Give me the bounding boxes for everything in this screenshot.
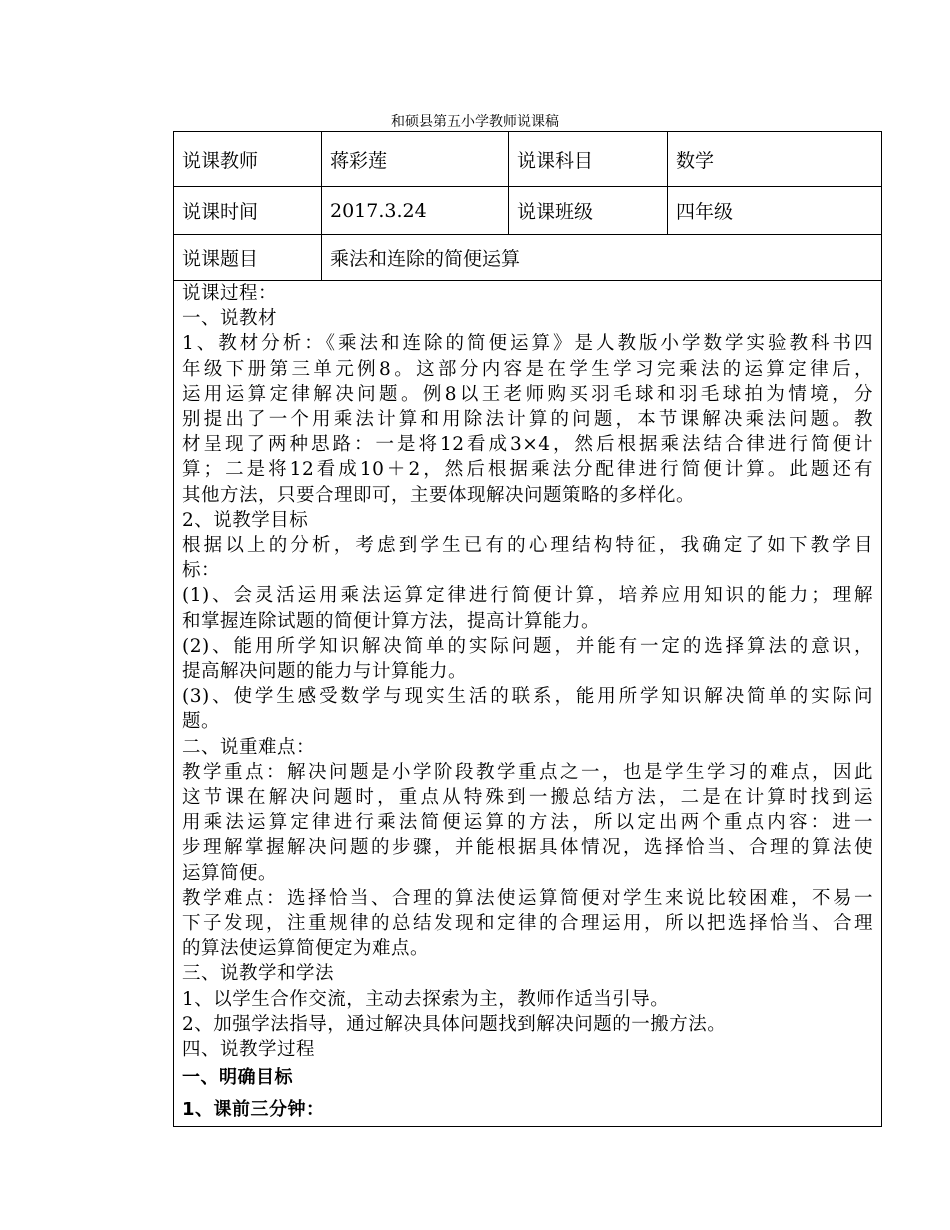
time-value: 2017.3.24	[322, 187, 509, 235]
subject-label: 说课科目	[509, 132, 668, 187]
section-heading: 2、说教学目标	[182, 509, 309, 531]
process-line: (3)、使学生感受数学与现实生活的联系，能用所学知识解决简单的实际问	[182, 686, 873, 708]
process-line: (1)、会灵活运用乘法运算定律进行简便计算，培养应用知识的能力；理解	[182, 585, 873, 607]
process-line: 的算法使运算简便定为难点。	[182, 938, 430, 960]
topic-value: 乘法和连除的简便运算	[322, 235, 882, 281]
table-row	[174, 235, 882, 281]
section-heading: 四、说教学过程	[182, 1039, 316, 1061]
teacher-value: 蒋彩莲	[322, 132, 509, 187]
process-line: 用乘法运算定律进行乘法简便运算的方法，所以定出两个重点内容：进一	[182, 812, 873, 834]
teacher-label: 说课教师	[174, 132, 322, 187]
process-line: 别提出了一个用乘法计算和用除法计算的问题，本节课解决乘法问题。教	[182, 409, 873, 431]
process-line: (2)、能用所学知识解决简单的实际问题，并能有一定的选择算法的意识，	[182, 635, 873, 657]
class-value: 四年级	[668, 187, 882, 235]
process-line: 步理解掌握解决问题的步骤，并能根据具体情况，选择恰当、合理的算法使	[182, 837, 873, 859]
process-line: 这节课在解决问题时，重点从特殊到一搬总结方法，二是在计算时找到运	[182, 787, 873, 809]
table-row	[174, 281, 882, 1127]
process-line: 年级下册第三单元例8。这部分内容是在学生学习完乘法的运算定律后，	[182, 358, 873, 380]
process-line: 和掌握连除试题的简便计算方法，提高计算能力。	[182, 610, 601, 632]
process-line: 其他方法，只要合理即可，主要体现解决问题策略的多样化。	[182, 484, 696, 506]
process-line: 教学难点：选择恰当、合理的算法使运算简便对学生来说比较困难，不易一	[182, 887, 873, 909]
lesson-process-content	[174, 281, 882, 1127]
process-line: 提高解决问题的能力与计算能力。	[182, 661, 468, 683]
lesson-info-table	[173, 131, 882, 1127]
process-line: 根据以上的分析，考虑到学生已有的心理结构特征，我确定了如下教学目	[182, 535, 873, 557]
process-line: 说课过程：	[182, 283, 278, 304]
process-line: 下子发现，注重规律的总结发现和定律的合理运用，所以把选择恰当、合理	[182, 913, 873, 935]
process-line: 2、加强学法指导，通过解决具体问题找到解决问题的一搬方法。	[182, 1013, 727, 1035]
document-title: 和硕县第五小学教师说课稿	[391, 114, 559, 130]
process-line: 算；二是将12看成10＋2，然后根据乘法分配律进行简便计算。此题还有	[182, 459, 873, 481]
class-label: 说课班级	[509, 187, 668, 235]
process-line: 1、以学生合作交流，主动去探索为主，教师作适当引导。	[182, 988, 670, 1010]
table-row	[174, 187, 882, 235]
table-row	[174, 132, 882, 187]
process-line: 1、教材分析：《乘法和连除的简便运算》是人教版小学数学实验教科书四	[182, 333, 873, 355]
bold-heading: 1、课前三分钟：	[182, 1099, 325, 1121]
process-line: 运算简便。	[182, 862, 278, 884]
process-line: 运用运算定律解决问题。例8以王老师购买羽毛球和羽毛球拍为情境，分	[182, 383, 873, 405]
subject-value: 数学	[668, 132, 882, 187]
section-heading: 三、说教学和学法	[182, 963, 335, 985]
process-line: 教学重点：解决问题是小学阶段教学重点之一，也是学生学习的难点，因此	[182, 761, 873, 783]
section-heading: 二、说重难点：	[182, 736, 316, 758]
time-label: 说课时间	[174, 187, 322, 235]
bold-heading: 一、明确目标	[182, 1067, 293, 1089]
process-line: 题。	[182, 711, 221, 733]
process-line: 材呈现了两种思路：一是将12看成3×4，然后根据乘法结合律进行简便计	[182, 434, 873, 456]
section-heading: 一、说教材	[182, 308, 278, 330]
process-line: 标：	[182, 560, 221, 582]
topic-label: 说课题目	[174, 235, 322, 281]
